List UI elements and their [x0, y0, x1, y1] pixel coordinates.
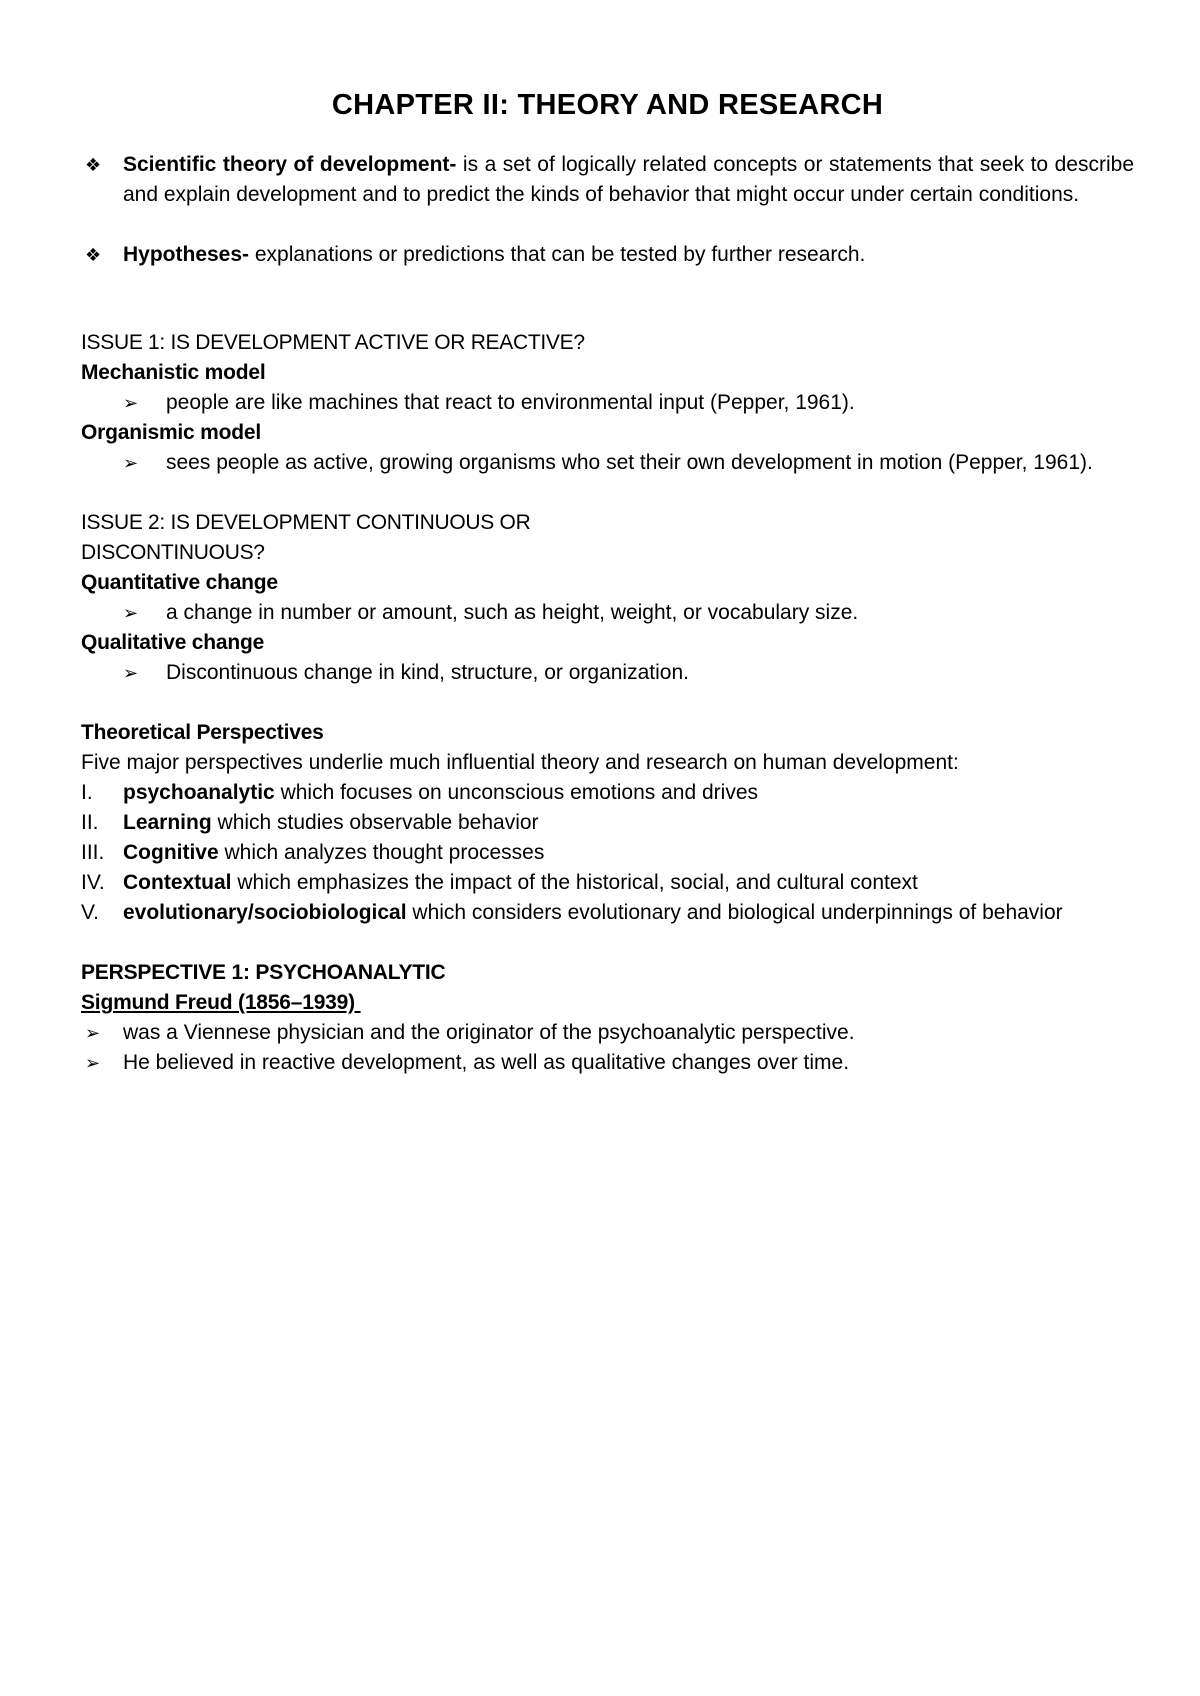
mechanistic-model-heading: Mechanistic model [81, 361, 266, 384]
perspectives-list [81, 778, 1134, 928]
arrow-bullet-icon: ➢ [123, 393, 139, 413]
organismic-model-heading: Organismic model [81, 421, 262, 444]
issue2-heading-line1: ISSUE 2: IS DEVELOPMENT CONTINUOUS OR [81, 511, 531, 534]
qualitative-change-heading: Qualitative change [81, 631, 265, 654]
definition-term: Scientific theory of development- [123, 153, 457, 176]
qualitative-change-point: ➢ Discontinuous change in kind, structure, or organization. [81, 658, 1134, 688]
list-item: II. Learning which studies observable behavior [81, 811, 539, 834]
arrow-bullet-icon: ➢ [85, 1053, 101, 1073]
perspectives-intro: Five major perspectives underlie much influential theory and research on human development: [81, 751, 959, 774]
freud-point: ➢ He believed in reactive development, as well as qualitative changes over time. [81, 1048, 1134, 1078]
arrow-bullet-icon: ➢ [123, 453, 139, 473]
mechanistic-model-point: ➢ people are like machines that react to environmental input (Pepper, 1961). [81, 388, 1134, 418]
list-item: III. Cognitive which analyzes thought processes [81, 841, 545, 864]
list-item: IV. Contextual which emphasizes the impact of the historical, social, and cultural context [81, 871, 918, 894]
quantitative-change-point: ➢ a change in number or amount, such as height, weight, or vocabulary size. [81, 598, 1134, 628]
freud-heading: Sigmund Freud (1856–1939) [81, 991, 361, 1014]
diamond-bullet-icon: ❖ [85, 245, 102, 265]
diamond-bullet-icon: ❖ [85, 155, 102, 175]
definition-hypotheses [81, 240, 1134, 270]
arrow-bullet-icon: ➢ [123, 663, 139, 683]
organismic-model-point: ➢ sees people as active, growing organisms who set their own development in motion (Pepper, 1961). [81, 448, 1134, 478]
definition-text: is a set of logically related concepts or statements that seek to describe and explain development and to predict the kinds of behavior that might occur under certain conditions. [123, 153, 1134, 206]
issue2-heading-line2: DISCONTINUOUS? [81, 541, 265, 564]
perspective1-heading: PERSPECTIVE 1: PSYCHOANALYTIC [81, 961, 446, 984]
definition-term: Hypotheses- [123, 243, 250, 266]
arrow-bullet-icon: ➢ [85, 1023, 101, 1043]
list-item: I. psychoanalytic which focuses on unconscious emotions and drives [81, 781, 759, 804]
freud-point: ➢ was a Viennese physician and the originator of the psychoanalytic perspective. [81, 1018, 1134, 1048]
quantitative-change-heading: Quantitative change [81, 571, 278, 594]
theoretical-perspectives-heading: Theoretical Perspectives [81, 721, 324, 744]
list-item: V. evolutionary/sociobiological which considers evolutionary and biological underpinnings of behavior [81, 901, 1063, 924]
arrow-bullet-icon: ➢ [123, 603, 139, 623]
issue1-heading: ISSUE 1: IS DEVELOPMENT ACTIVE OR REACTIVE? [81, 331, 585, 354]
chapter-title: CHAPTER II: THEORY AND RESEARCH [331, 89, 884, 121]
definition-scientific-theory [81, 150, 1134, 210]
definition-text: explanations or predictions that can be tested by further research. [249, 243, 866, 266]
